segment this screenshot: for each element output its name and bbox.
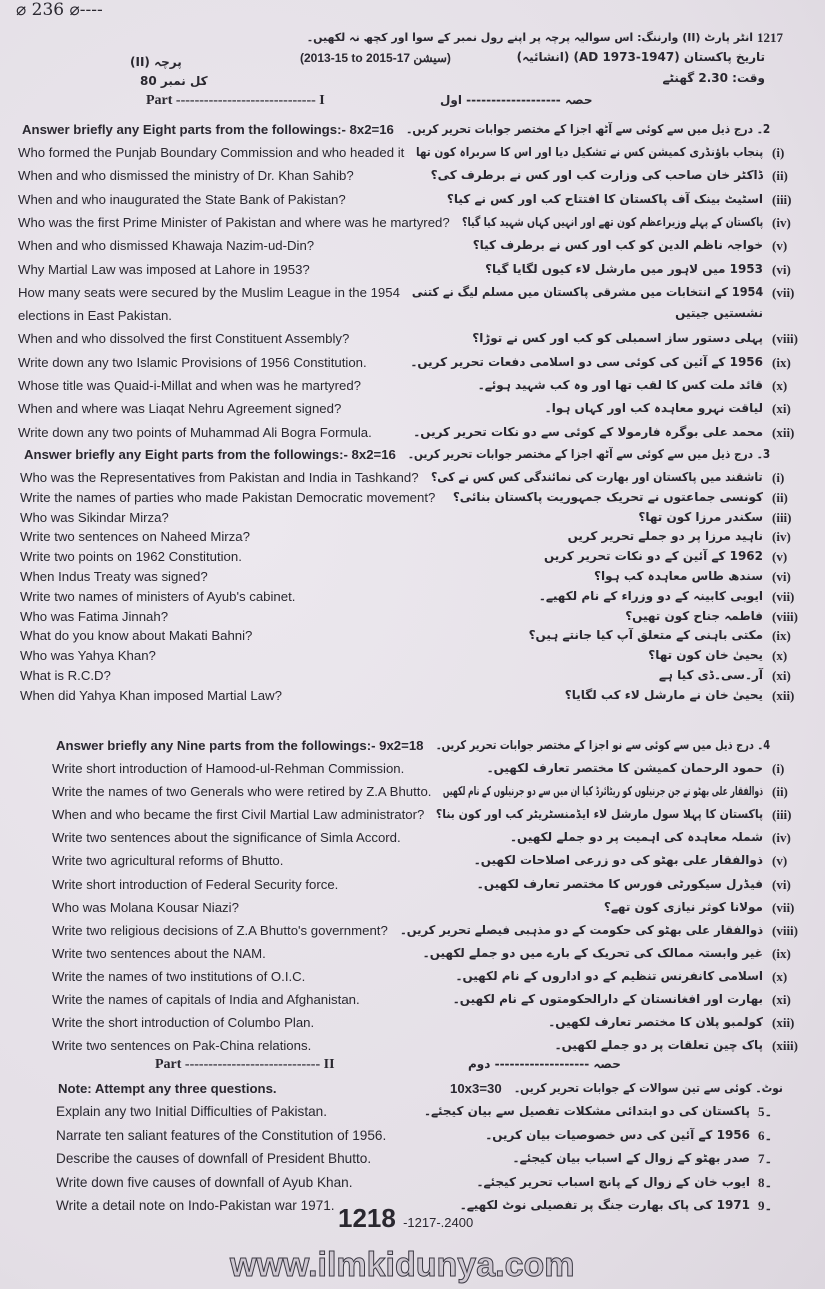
question-english: When and who became the first Civil Martial Law administrator? [52,807,425,823]
long-question-urdu: 1971 کی پاک بھارت جنگ پر تفصیلی نوٹ لکھیے۔ [459,1198,750,1212]
handwritten-page-number: ⌀ 236 ⌀---- [16,0,103,20]
watermark: www.ilmkidunya.com [230,1246,575,1284]
question-urdu: تاشقند میں پاکستان اور بھارت کی نمائندگی کس کس نے کی؟ [431,470,763,484]
question-urdu: ذوالفقار علی بھٹو نے جن جرنیلوں کو ریٹائرڈ کیا ان میں سے دو جرنیلوں کے نام لکھیں [442,784,763,799]
question-number: (viii) [772,608,798,624]
question-urdu: اسلامی کانفرنس تنظیم کے دو اداروں کے نام لکھیں۔ [455,968,763,983]
footer-code [338,1203,473,1234]
part-2-urdu: حصہ ------------------- دوم [468,1057,621,1071]
question-number: (ix) [772,628,791,644]
question-urdu: ناہید مرزا پر دو جملے تحریر کریں [567,529,763,544]
question-english: What do you know about Makati Bahni? [20,628,253,644]
question-number: (viii) [772,331,798,347]
long-question-urdu: پاکستان کی دو ابتدائی مشکلات تفصیل سے بیان کیجئے۔ [423,1104,750,1118]
question-urdu: بھارت اور افغانستان کے دارالحکومتوں کے نام لکھیں۔ [452,992,763,1006]
question-urdu: پاک چین تعلقات پر دو جملے لکھیں۔ [554,1038,763,1053]
question-english: Whose title was Quaid-i-Millat and when was he martyred? [18,378,362,393]
question-urdu: سندھ طاس معاہدہ کب ہوا؟ [594,569,763,583]
question-number: (vi) [772,261,791,277]
question-english: Write down any two points of Muhammad Ali Bogra Formula. [18,424,372,440]
question-number: (vii) [772,284,795,300]
question-urdu: پاکستان کا پہلا سول مارشل لاء ایڈمنسٹریٹر کب اور کون بنا؟ [435,807,763,822]
question-urdu: پاکستان کے پہلے وزیراعظم کون تھے اور انہیں کہاں شہید کیا گیا؟ [461,214,763,229]
question-number: (ix) [772,354,791,370]
question-urdu: ذوالفقار علی بھٹو کی حکومت کے دو مذہبی فیصلے تحریر کریں۔ [399,922,763,937]
question-number: (ii) [772,784,788,800]
question-english: When and who dismissed Khawaja Nazim-ud-Din? [18,238,315,254]
question-urdu: پنجاب باؤنڈری کمیشن کس نے تشکیل دیا اور اس کا سربراہ کون تھا [415,145,763,159]
question-urdu: 1954 کے انتخابات میں مشرقی پاکستان میں مسلم لیگ نے کتنی [411,284,763,299]
question-english: Who was the first Prime Minister of Pakistan and where was he martyred? [18,214,450,230]
long-question-urdu: ایوب خان کے زوال کے پانچ اسباب تحریر کیجئے۔ [476,1174,750,1189]
time-allowed: وقت: 2.30 گھنٹے [662,71,765,85]
long-question-english: Explain any two Initial Difficulties of Pakistan. [56,1104,327,1119]
long-question-number: 8۔ [758,1174,773,1190]
long-question-english: Narrate ten saliant features of the Constitution of 1956. [56,1127,387,1143]
question-english: Who formed the Punjab Boundary Commission and who headed it [18,145,405,160]
question-number: (x) [772,968,788,984]
question-number: (x) [772,378,788,393]
question-urdu: کونسی جماعتوں نے تحریک جمہوریت پاکستان بنائی؟ [452,489,763,504]
question-english: Who was Yahya Khan? [20,648,156,664]
question-urdu: 1956 کے آئین کی کوئی سی دو اسلامی دفعات تحریر کریں۔ [410,354,763,369]
question-number: (v) [772,549,788,565]
footer-main-code: 1218 [338,1203,396,1233]
part-2-note: Note: Attempt any three questions. [58,1081,277,1096]
question-english-continued: elections in East Pakistan. [18,308,172,324]
question-urdu: پہلی دستور ساز اسمبلی کو کب اور کس نے توڑا؟ [472,331,763,346]
question-number: (iv) [772,830,791,846]
question-english: When and where was Liaqat Nehru Agreement signed? [18,401,342,417]
question-urdu: فیڈرل سیکورٹی فورس کا مختصر تعارف لکھیں۔ [476,876,763,891]
long-question-english: Write down five causes of downfall of Ayub Khan. [56,1174,353,1190]
question-number: (xi) [772,668,791,683]
question-urdu: غیر وابستہ ممالک کی تحریک کے بارے میں دو جملے لکھیں۔ [422,945,763,960]
question-english: What is R.C.D? [20,668,111,683]
question-number: (xii) [772,1015,795,1031]
subject-title: تاریخ پاکستان (1947-1973 AD) (انشائیہ) [516,50,765,64]
question-english: Write short introduction of Federal Security force. [52,876,339,892]
question-number: (vi) [772,876,791,892]
question-urdu: کولمبو پلان کا مختصر تعارف لکھیں۔ [548,1015,763,1030]
part-1-urdu: حصہ ------------------- اول [440,93,593,107]
question-urdu: مکتی باہنی کے متعلق آپ کیا جانتے ہیں؟ [528,628,763,643]
question-urdu-continued: نشستیں جیتیں [675,306,763,321]
question-urdu: لیاقت نہرو معاہدہ کب اور کہاں ہوا۔ [544,401,763,416]
question-english: When and who inaugurated the State Bank of Pakistan? [18,191,346,207]
question-number: (ii) [772,168,788,184]
question-number: (vi) [772,569,791,584]
question-number: (iii) [772,191,792,207]
long-question-number: 7۔ [758,1151,773,1166]
footer-sub-code: -1217-.2400 [403,1215,474,1230]
session: (2013-15 to 2015-17 سیشن) [300,51,451,65]
question-urdu: فاطمہ جناح کون تھیں؟ [625,608,763,623]
question-number: (iii) [772,509,792,525]
question-english: Write two religious decisions of Z.A Bhutto's government? [52,922,388,938]
question-urdu: محمد علی بوگرہ فارمولا کے کوئی سے دو نکات تحریر کریں۔ [413,424,763,439]
question-english: Write short introduction of Hamood-ul-Rehman Commission. [52,761,405,776]
question-english: Write the names of parties who made Pakistan Democratic movement? [20,489,436,505]
question-english: Write the short introduction of Columbo Plan. [52,1015,315,1031]
total-marks: کل نمبر 80 [140,74,208,88]
question-english: Who was the Representatives from Pakistan and India in Tashkand? [20,470,419,485]
question-english: Why Martial Law was imposed at Lahore in 1953? [18,261,310,277]
question-english: Write two points on 1962 Constitution. [20,549,242,565]
question-english: Write the names of capitals of India and Afghanistan. [52,992,360,1007]
q3-urdu-instruction: 3۔ درج ذیل میں سے کوئی سے آٹھ اجزا کے مختصر جوابات تحریر کریں۔ [407,447,770,461]
question-number: (ii) [772,489,788,505]
question-urdu: ڈاکٹر خان صاحب کی وزارت کب اور کس نے برطرف کی؟ [430,168,763,183]
question-number: (viii) [772,922,798,938]
question-english: Write two sentences on Naheed Mirza? [20,529,250,545]
question-english: Write two names of ministers of Ayub's cabinet. [20,588,296,604]
part-2-marks: 10x3=30 [450,1081,502,1096]
part-1-label: Part ------------------------------ I [146,93,325,108]
question-number: (xii) [772,424,795,440]
question-english: Write two sentences on Pak-China relations. [52,1038,312,1054]
long-question-english: Describe the causes of downfall of President Bhutto. [56,1151,372,1166]
question-number: (xii) [772,687,795,703]
paper-code: 1217 [757,30,783,45]
question-number: (i) [772,145,785,160]
urdu-warning: انٹر پارٹ (II) وارننگ: اس سوالیہ پرچہ پر اپنے رول نمبر کے سوا اور کچھ نہ لکھیں۔ [306,31,753,44]
question-urdu: حمود الرحمان کمیشن کا مختصر تعارف لکھیں۔ [486,761,763,775]
question-english: Write the names of two institutions of O.I.C. [52,968,306,984]
question-english: Who was Fatima Jinnah? [20,608,169,624]
part-2-label: Part ----------------------------- II [155,1057,335,1072]
part-2-urdu-note: نوٹ۔ کوئی سے تین سوالات کے جوابات تحریر کریں۔ [514,1081,783,1095]
question-english: When did Yahya Khan imposed Martial Law? [20,687,282,703]
question-number: (ix) [772,945,791,961]
question-english: Write down any two Islamic Provisions of 1956 Constitution. [18,354,367,370]
question-number: (iv) [772,529,791,545]
question-number: (i) [772,470,785,485]
question-number: (vii) [772,588,795,604]
question-urdu: خواجہ ناظم الدین کو کب اور کس نے برطرف کیا؟ [472,238,763,253]
question-urdu: یحییٰ خان نے مارشل لاء کب لگایا؟ [564,687,763,702]
question-number: (xi) [772,401,791,417]
q3-instruction: Answer briefly any Eight parts from the followings:- 8x2=16 [24,447,396,462]
question-number: (x) [772,648,788,664]
paper-number: پرچہ (II) [130,55,182,69]
q2-urdu-instruction: 2۔ درج ذیل میں سے کوئی سے آٹھ اجزا کے مختصر جوابات تحریر کریں۔ [405,122,770,136]
question-english: When Indus Treaty was signed? [20,569,208,584]
q4-urdu-instruction: 4۔ درج ذیل میں سے کوئی سے نو اجزا کے مختصر جوابات تحریر کریں۔ [435,738,770,752]
question-english: Write two agricultural reforms of Bhutto. [52,853,284,869]
long-question-number: 6۔ [758,1127,773,1143]
question-urdu: یحییٰ خان کون تھا؟ [648,648,763,663]
question-number: (i) [772,761,785,776]
question-number: (vii) [772,899,795,915]
long-question-urdu: 1956 کے آئین کی دس خصوصیات بیان کریں۔ [485,1127,750,1142]
question-number: (v) [772,238,788,254]
question-urdu: 1953 میں لاہور میں مارشل لاء کیوں لگایا گیا؟ [485,261,763,276]
long-question-urdu: صدر بھٹو کے زوال کے اسباب بیان کیجئے۔ [512,1151,750,1165]
question-english: Write two sentences about the NAM. [52,945,266,961]
question-urdu: مولانا کوثر نیازی کون تھے؟ [603,899,763,914]
question-urdu: ذوالفقار علی بھٹو کی دو زرعی اصلاحات لکھیں۔ [473,853,763,868]
long-question-number: 9۔ [758,1198,773,1213]
question-english: When and who dismissed the ministry of Dr. Khan Sahib? [18,168,354,184]
question-urdu: اسٹیٹ بینک آف پاکستان کا افتتاح کب اور کس نے کیا؟ [446,191,763,206]
question-english: Who was Molana Kousar Niazi? [52,899,239,915]
q2-instruction: Answer briefly any Eight parts from the followings:- 8x2=16 [22,122,394,137]
question-number: (xi) [772,992,791,1007]
question-number: (iii) [772,807,792,823]
long-question-number: 5۔ [758,1104,773,1119]
question-urdu: آر۔سی۔ڈی کیا ہے [658,668,763,682]
question-number: (xiii) [772,1038,798,1054]
question-urdu: 1962 کے آئین کے دو نکات تحریر کریں [544,549,763,564]
question-english: How many seats were secured by the Muslim League in the 1954 [18,284,400,300]
long-question-english: Write a detail note on Indo-Pakistan war 1971. [56,1198,335,1213]
question-english: When and who dissolved the first Constituent Assembly? [18,331,350,347]
question-urdu: سکندر مرزا کون تھا؟ [638,509,763,524]
question-number: (v) [772,853,788,869]
question-urdu: ایوبی کابینہ کے دو وزراء کے نام لکھیے۔ [538,588,763,603]
question-english: Write two sentences about the significance of Simla Accord. [52,830,401,846]
question-number: (iv) [772,214,791,230]
question-english: Who was Sikindar Mirza? [20,509,169,525]
q4-instruction: Answer briefly any Nine parts from the followings:- 9x2=18 [56,738,424,753]
question-urdu: قائد ملت کس کا لقب تھا اور وہ کب شہید ہوئے۔ [477,378,763,392]
question-urdu: شملہ معاہدہ کی اہمیت پر دو جملے لکھیں۔ [510,830,763,845]
question-english: Write the names of two Generals who were retired by Z.A Bhutto. [52,784,432,800]
